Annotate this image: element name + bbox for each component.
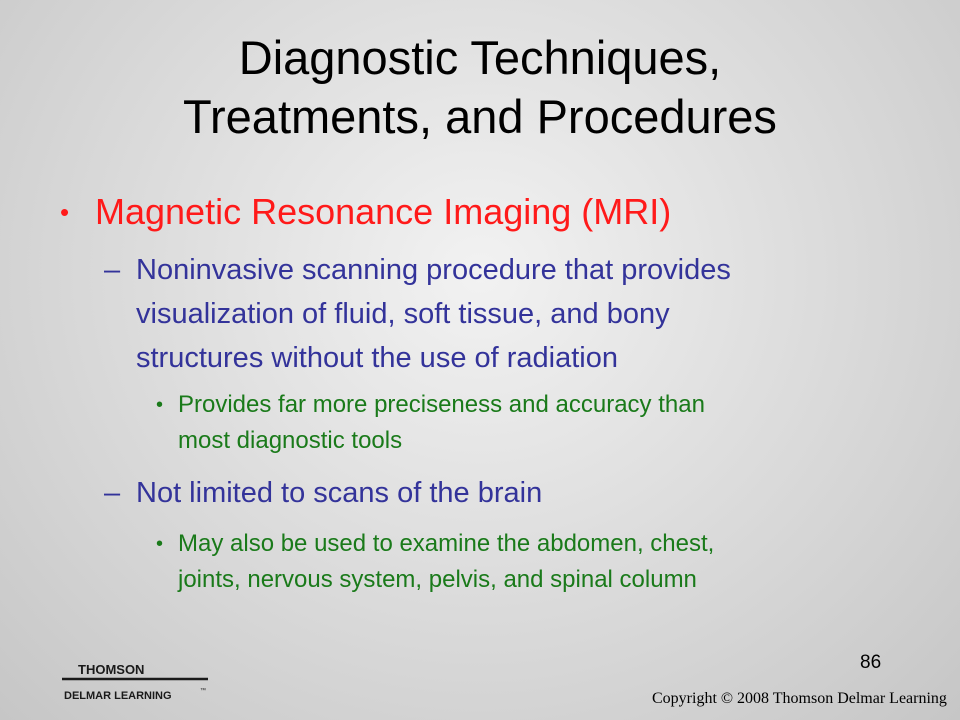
sub-item-noninvasive [104, 248, 914, 380]
sub-item-line: Noninvasive scanning procedure that provides [136, 254, 731, 286]
detail-item-marker: • [156, 533, 164, 555]
copyright-notice: Copyright © 2008 Thomson Delmar Learning [652, 690, 947, 707]
thomson-delmar-logo [60, 659, 210, 705]
sub-item-not-limited [104, 471, 914, 515]
detail-item-line: Provides far more preciseness and accuracy than [178, 391, 705, 418]
logo-line-1: THOMSON [78, 662, 145, 677]
slide-title [60, 28, 900, 146]
logo-trademark: ™ [200, 688, 206, 694]
sub-item-marker: – [104, 254, 121, 286]
sub-item-line: structures without the use of radiation [136, 342, 618, 374]
slide-number: 86 [860, 652, 882, 673]
detail-item-line: joints, nervous system, pelvis, and spinal column [178, 566, 697, 593]
sub-item-line: Not limited to scans of the brain [136, 477, 543, 509]
detail-item-marker: • [156, 394, 164, 416]
logo-line-2: DELMAR LEARNING [64, 690, 172, 702]
slide-title-line-1: Diagnostic Techniques, [238, 31, 722, 84]
bullet-mri [60, 190, 920, 234]
bullet-marker: • [60, 197, 70, 227]
detail-item-preciseness [156, 387, 906, 459]
sub-item-marker: – [104, 477, 121, 509]
detail-item-line: May also be used to examine the abdomen, chest, [178, 530, 715, 557]
sub-item-line: visualization of fluid, soft tissue, and bony [136, 298, 670, 330]
slide-title-line-2: Treatments, and Procedures [183, 90, 777, 143]
detail-item-examine [156, 526, 906, 598]
logo-graphic [60, 659, 210, 705]
detail-item-line: most diagnostic tools [178, 427, 403, 454]
bullet-mri-text: Magnetic Resonance Imaging (MRI) [95, 191, 672, 232]
